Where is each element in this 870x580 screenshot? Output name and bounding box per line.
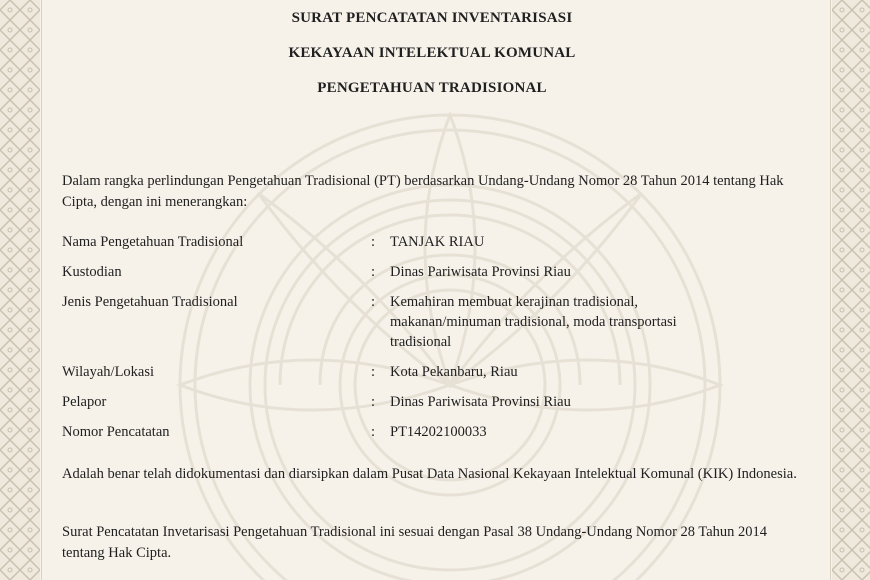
intro-paragraph: Dalam rangka perlindungan Pengetahuan Tradisional (PT) berdasarkan Undang-Undang Nomor 28 Tahun 2014 tentang Hak Cipta, dengan ini menerangkan: [62, 173, 784, 210]
field-label: Pelapor [62, 394, 107, 410]
field-value: TANJAK RIAU [390, 234, 485, 250]
field-value: Kota Pekanbaru, Riau [390, 364, 518, 380]
field-label: Jenis Pengetahuan Tradisional [62, 294, 238, 310]
left-ornamental-border [0, 0, 40, 580]
field-colon: : [371, 424, 376, 440]
field-value: PT14202100033 [390, 424, 487, 440]
title-line-1: SURAT PENCATATAN INVENTARISASI [291, 10, 573, 26]
field-value: Dinas Pariwisata Provinsi Riau [390, 394, 571, 410]
field-label: Nama Pengetahuan Tradisional [62, 234, 244, 250]
field-label: Kustodian [62, 264, 122, 280]
title-line-2: KEKAYAAN INTELEKTUAL KOMUNAL [288, 45, 576, 61]
field-colon: : [371, 294, 376, 310]
field-label: Nomor Pencatatan [62, 424, 170, 440]
field-colon: : [371, 234, 376, 250]
title-line-3: PENGETAHUAN TRADISIONAL [317, 80, 547, 96]
field-colon: : [371, 394, 376, 410]
legal-basis-paragraph: Surat Pencatatan Invetarisasi Pengetahuan Tradisional ini sesuai dengan Pasal 38 Undang-Undang Nomor 28 Tahun 2014 tentang Hak Cipta. [62, 524, 768, 561]
field-colon: : [371, 364, 376, 380]
right-ornamental-border [832, 0, 870, 580]
right-border-rule [830, 0, 831, 580]
field-colon: : [371, 264, 376, 280]
field-value: Kemahiran membuat kerajinan tradisional, makanan/minuman tradisional, moda transportasi tradisional [390, 294, 677, 350]
field-value: Dinas Pariwisata Provinsi Riau [390, 264, 571, 280]
field-label: Wilayah/Lokasi [62, 364, 155, 380]
left-border-rule [41, 0, 42, 580]
documentation-paragraph: Adalah benar telah didokumentasi dan diarsipkan dalam Pusat Data Nasional Kekayaan Intelektual Komunal (KIK) Indonesia. [62, 466, 797, 482]
